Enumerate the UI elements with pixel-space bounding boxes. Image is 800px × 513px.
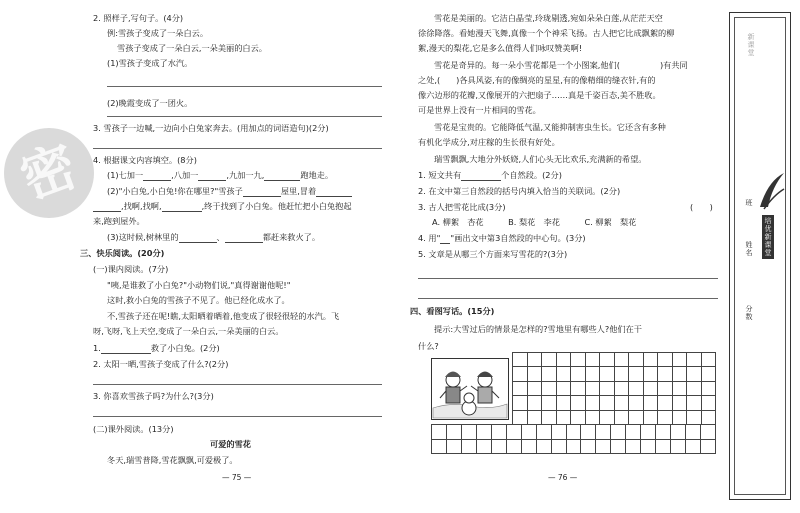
- question-4: 4. 用" "画出文中第3自然段的中心句。(3分): [418, 233, 586, 243]
- grid-cell[interactable]: [658, 367, 673, 381]
- grid-cell[interactable]: [537, 425, 552, 440]
- grid-cell[interactable]: [629, 353, 644, 367]
- question-3-options: A. 柳絮 杏花 B. 梨花 李花 C. 柳絮 梨花: [432, 217, 637, 227]
- grid-cell[interactable]: [586, 382, 601, 396]
- grid-cell[interactable]: [687, 411, 702, 425]
- grid-cell[interactable]: [702, 353, 717, 367]
- grid-cell[interactable]: [432, 425, 447, 440]
- question-2: 2. 在文中第三自然段的括号内填入恰当的关联词。(2分): [418, 186, 621, 196]
- story-line: 之处,( )各具风姿,有的像绸亮的星星,有的像精细的缝衣针,有的: [418, 75, 656, 85]
- reading-q1: 1. 救了小白兔。(2分): [93, 343, 220, 353]
- passage-line: 呀,飞呀,飞上天空,变成了一朵白云,一朵美丽的白云。: [93, 326, 284, 336]
- grid-cell[interactable]: [567, 440, 582, 455]
- grid-cell[interactable]: [571, 367, 586, 381]
- strip-footer-text: 新课堂: [747, 33, 755, 57]
- q4-item-2-cont: ,找啊,找啊, ,终于找到了小白兔。他赶忙把小白兔抱起: [93, 201, 352, 212]
- grid-cell[interactable]: [600, 396, 615, 410]
- grid-cell[interactable]: [586, 411, 601, 425]
- grid-cell[interactable]: [492, 425, 507, 440]
- grid-cell[interactable]: [658, 411, 673, 425]
- grid-cell[interactable]: [571, 382, 586, 396]
- grid-cell[interactable]: [673, 396, 688, 410]
- grid-cell[interactable]: [644, 367, 659, 381]
- grid-cell[interactable]: [615, 411, 630, 425]
- q2-example: 例:雪孩子变成了一朵白云。: [107, 28, 209, 38]
- grid-cell[interactable]: [673, 411, 688, 425]
- grid-cell[interactable]: [658, 396, 673, 410]
- grid-cell[interactable]: [641, 440, 656, 455]
- grid-cell[interactable]: [581, 425, 596, 440]
- grid-cell[interactable]: [702, 396, 717, 410]
- grid-cell[interactable]: [600, 353, 615, 367]
- grid-cell[interactable]: [557, 353, 572, 367]
- class-label: 班: [745, 199, 753, 207]
- grid-cell[interactable]: [626, 425, 641, 440]
- grid-cell[interactable]: [557, 382, 572, 396]
- answer-paren[interactable]: ( ): [690, 202, 713, 212]
- grid-cell[interactable]: [586, 353, 601, 367]
- section-4-title: 四、看图写话。(15分): [410, 306, 495, 316]
- grid-cell[interactable]: [702, 411, 717, 425]
- page-number: — 76 —: [548, 473, 578, 482]
- q4-item-1: (1)七加一 ,八加一 ,九加一九, 跑地走。: [107, 170, 334, 180]
- grid-cell[interactable]: [507, 425, 522, 440]
- grid-cell[interactable]: [644, 382, 659, 396]
- grid-cell[interactable]: [615, 367, 630, 381]
- q2-example-answer: 雪孩子变成了一朵白云,一朵美丽的白云。: [117, 43, 267, 53]
- story-title: 可爱的雪花: [210, 439, 251, 449]
- grid-cell[interactable]: [537, 440, 552, 455]
- q4-title: 4. 根据课文内容填空。(8分): [93, 155, 197, 165]
- grid-cell[interactable]: [629, 367, 644, 381]
- story-line: 有机化学成分,对庄稼的生长很有好处。: [418, 137, 560, 147]
- grid-cell[interactable]: [658, 353, 673, 367]
- grid-cell[interactable]: [629, 396, 644, 410]
- answer-line[interactable]: [107, 116, 382, 117]
- grid-cell[interactable]: [557, 411, 572, 425]
- answer-line[interactable]: [418, 298, 718, 299]
- grid-cell[interactable]: [557, 396, 572, 410]
- grid-cell[interactable]: [641, 425, 656, 440]
- reading-q2: 2. 太阳一晒,雪孩子变成了什么?(2分): [93, 359, 229, 369]
- grid-cell[interactable]: [629, 411, 644, 425]
- grid-cell[interactable]: [552, 425, 567, 440]
- story-line: 雪花是宝贵的。它能降低气温,又能抑制害虫生长。它还含有多种: [434, 122, 666, 132]
- grid-cell[interactable]: [552, 440, 567, 455]
- grid-cell[interactable]: [626, 440, 641, 455]
- grid-cell[interactable]: [522, 425, 537, 440]
- grid-cell[interactable]: [528, 411, 543, 425]
- grid-cell[interactable]: [513, 382, 528, 396]
- grid-cell[interactable]: [615, 353, 630, 367]
- section-3-2: (二)课外阅读。(13分): [93, 424, 174, 434]
- grid-cell[interactable]: [447, 440, 462, 455]
- writing-grid[interactable]: [512, 352, 716, 425]
- question-1: 1. 短文共有 个自然段。(2分): [418, 170, 562, 180]
- grid-cell[interactable]: [492, 440, 507, 455]
- story-line: 瑞雪飘飘,大地分外妖娆,人们心头无比欢乐,充满新的希望。: [434, 154, 647, 164]
- grid-cell[interactable]: [600, 411, 615, 425]
- name-label: 姓名: [745, 241, 753, 257]
- grid-cell[interactable]: [586, 367, 601, 381]
- grid-cell[interactable]: [600, 367, 615, 381]
- grid-cell[interactable]: [528, 353, 543, 367]
- grid-cell[interactable]: [522, 440, 537, 455]
- snowmen-picture: [431, 358, 509, 420]
- grid-cell[interactable]: [687, 382, 702, 396]
- grid-cell[interactable]: [687, 396, 702, 410]
- grid-cell[interactable]: [701, 425, 716, 440]
- grid-cell[interactable]: [673, 382, 688, 396]
- grid-cell[interactable]: [596, 440, 611, 455]
- grid-cell[interactable]: [658, 382, 673, 396]
- grid-cell[interactable]: [507, 440, 522, 455]
- grid-cell[interactable]: [596, 425, 611, 440]
- question-3: 3. 古人把雪花比成(3分): [418, 202, 506, 212]
- grid-cell[interactable]: [513, 396, 528, 410]
- q4-item-2: (2)"小白兔,小白兔!你在哪里?"雪孩子 屋里,冒着: [107, 186, 352, 197]
- q2-item-2: (2)晚霞变成了一团火。: [107, 98, 193, 108]
- grid-cell[interactable]: [702, 367, 717, 381]
- q2-item-1: (1)雪孩子变成了水汽。: [107, 58, 193, 68]
- story-line: 雪花是美丽的。它洁白晶莹,玲珑剔透,宛如朵朵白莲,从茫茫天空: [434, 13, 663, 23]
- grid-cell[interactable]: [447, 425, 462, 440]
- grid-cell[interactable]: [656, 425, 671, 440]
- grid-cell[interactable]: [513, 353, 528, 367]
- grid-cell[interactable]: [615, 382, 630, 396]
- side-strip: [729, 12, 791, 500]
- grid-cell[interactable]: [702, 382, 717, 396]
- grid-cell[interactable]: [557, 367, 572, 381]
- grid-cell[interactable]: [528, 367, 543, 381]
- answer-line[interactable]: [93, 384, 382, 385]
- grid-cell[interactable]: [686, 440, 701, 455]
- grid-cell[interactable]: [673, 367, 688, 381]
- grid-cell[interactable]: [567, 425, 582, 440]
- grid-cell[interactable]: [542, 382, 557, 396]
- grid-cell[interactable]: [571, 396, 586, 410]
- grid-cell[interactable]: [513, 411, 528, 425]
- story-line: 徐徐降落。看她漫天飞舞,真像一个个神采飞扬。古人把它比成飘絮的柳: [418, 28, 675, 38]
- answer-line[interactable]: [418, 278, 718, 279]
- question-5: 5. 文章是从哪三个方面来写雪花的?(3分): [418, 249, 568, 259]
- story-line: 像六边形的花瓣,又像展开的六把扇子……真是千姿百态,美不胜收。: [418, 90, 661, 100]
- answer-line[interactable]: [93, 148, 382, 149]
- passage-line: "咦,是谁救了小白兔?"小动物们说,"真得谢谢他呢!": [107, 280, 291, 290]
- passage-line: 这时,救小白兔的雪孩子不见了。他已经化成水了。: [107, 295, 290, 305]
- grid-cell[interactable]: [586, 396, 601, 410]
- grid-cell[interactable]: [701, 440, 716, 455]
- grid-cell[interactable]: [644, 353, 659, 367]
- grid-cell[interactable]: [687, 353, 702, 367]
- section-3-1: (一)课内阅读。(7分): [93, 264, 169, 274]
- grid-cell[interactable]: [571, 411, 586, 425]
- grid-cell[interactable]: [542, 353, 557, 367]
- grid-cell[interactable]: [581, 440, 596, 455]
- grid-cell[interactable]: [673, 353, 688, 367]
- prompt-line: 什么?: [418, 341, 439, 351]
- grid-cell[interactable]: [644, 411, 659, 425]
- answer-line[interactable]: [93, 416, 382, 417]
- grid-cell[interactable]: [513, 367, 528, 381]
- section-3-title: 三、快乐阅读。(20分): [80, 248, 165, 258]
- secret-stamp: 密: [4, 128, 94, 218]
- grid-cell[interactable]: [542, 367, 557, 381]
- grid-cell[interactable]: [615, 396, 630, 410]
- grid-cell[interactable]: [528, 396, 543, 410]
- q4-item-3: (3)这时候,树林里的 、 都赶来救火了。: [107, 232, 321, 242]
- story-line: 可是世界上没有一片相同的雪花。: [418, 105, 541, 115]
- right-page: [400, 0, 730, 513]
- grid-cell[interactable]: [462, 425, 477, 440]
- grid-cell[interactable]: [542, 411, 557, 425]
- grid-cell[interactable]: [600, 382, 615, 396]
- brand-label: 培优新课堂: [764, 217, 772, 257]
- grid-cell[interactable]: [571, 353, 586, 367]
- grid-cell[interactable]: [462, 440, 477, 455]
- grid-cell[interactable]: [687, 367, 702, 381]
- grid-cell[interactable]: [629, 382, 644, 396]
- grid-cell[interactable]: [477, 425, 492, 440]
- grid-cell[interactable]: [656, 440, 671, 455]
- story-line: 雪花是奇异的。每一朵小雪花都是一个小图案,他们( )有共同: [434, 60, 688, 70]
- grid-cell[interactable]: [671, 440, 686, 455]
- grid-cell[interactable]: [644, 396, 659, 410]
- grid-cell[interactable]: [671, 425, 686, 440]
- grid-cell[interactable]: [432, 440, 447, 455]
- q4-item-2-end: 来,跑到屋外。: [93, 216, 145, 226]
- grid-cell[interactable]: [611, 440, 626, 455]
- grid-cell[interactable]: [477, 440, 492, 455]
- story-line: 絮,漫天的梨花,它是多么值得人们咏叹赞美啊!: [418, 43, 583, 53]
- page-number: — 75 —: [222, 473, 252, 482]
- prompt-line: 提示:大雪过后的情景是怎样的?雪地里有哪些人?他们在干: [434, 324, 642, 334]
- grid-cell[interactable]: [528, 382, 543, 396]
- story-paragraph: 冬天,瑞雪普降,雪花飘飘,可爱极了。: [107, 455, 238, 465]
- swoosh-logo-icon: [758, 171, 786, 211]
- score-label: 分数: [745, 305, 753, 321]
- answer-line[interactable]: [107, 86, 382, 87]
- q2-title: 2. 照样子,写句子。(4分): [93, 13, 184, 23]
- grid-cell[interactable]: [542, 396, 557, 410]
- passage-line: 不,雪孩子还在呢!瞧,太阳晒着晒着,他变成了很轻很轻的水汽。飞: [107, 311, 340, 321]
- q3: 3. 雪孩子一边喊,一边向小白兔家奔去。(用加点的词语造句)(2分): [93, 123, 329, 133]
- grid-cell[interactable]: [611, 425, 626, 440]
- reading-q3: 3. 你喜欢雪孩子吗?为什么?(3分): [93, 391, 214, 401]
- grid-cell[interactable]: [686, 425, 701, 440]
- writing-grid[interactable]: [431, 424, 716, 454]
